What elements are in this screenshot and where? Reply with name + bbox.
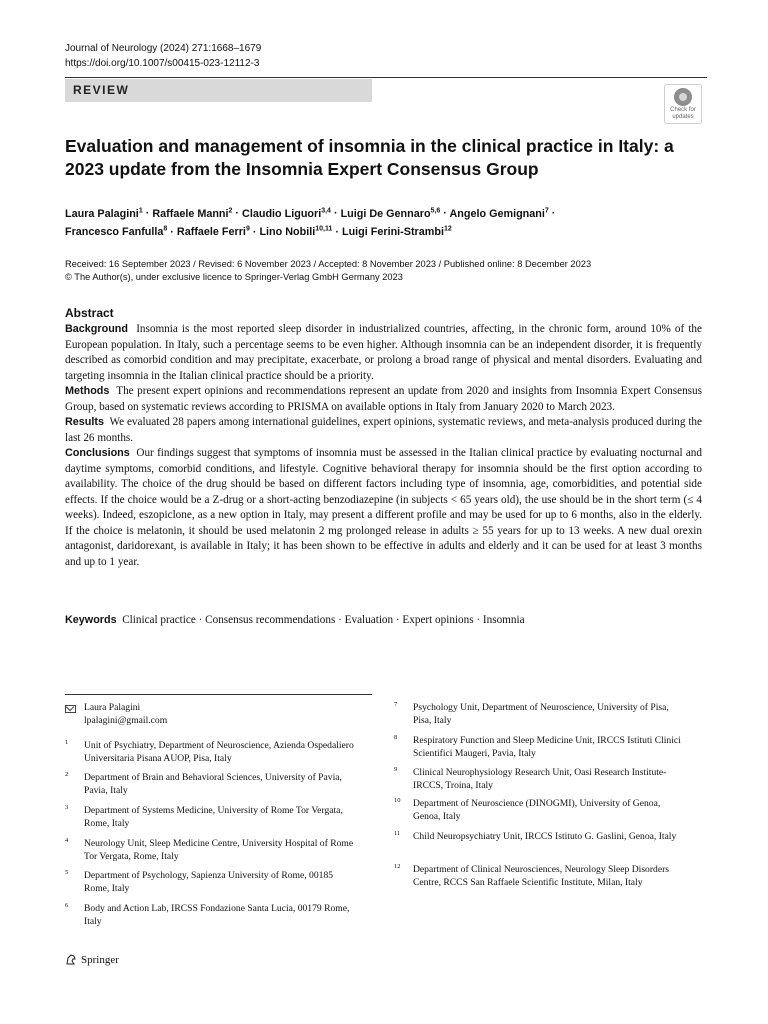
envelope-icon — [65, 705, 76, 713]
abstract-conclusions: Conclusions Our findings suggest that symptoms of insomnia must be assessed in the Italian clinical practice by evaluating nocturnal and daytime symptoms, comorbid conditions, and lifestyle. Cognitive behavioral therapy for insomnia should be the first option according to availability. The choice of the drug should be based on different factors including type of insomnia, age, comorbidities, and potential side effects. If the choice would be a Z-drug or a short-acting benzodiazepine (in subjects < 65 years old), the use should be in the short term (≤ 4 weeks). Indeed, eszopiclone, as a new option in Italy, may present a different profile and may be used for up to 6 months, also in the elderly. If the choice is melatonin, it should be used melatonin 2 mg prolonged release in adults ≥ 55 years for up to 13 weeks. A new dual orexin antagonist, daridorexant, is available in Italy; it has been shown to be effective in adults and elderly and it can be used for at least 3 months and up to 1 year. — [65, 447, 702, 568]
journal-citation: Journal of Neurology (2024) 271:1668–1679 — [65, 43, 262, 54]
publisher-footer — [65, 953, 119, 967]
keywords-text: Clinical practice · Consensus recommendations · Evaluation · Expert opinions · Insomnia — [122, 614, 525, 626]
springer-horse-icon — [65, 953, 77, 965]
journal-header — [65, 41, 261, 71]
copyright-line: © The Author(s), under exclusive licence to Springer-Verlag GmbH Germany 2023 — [65, 272, 403, 282]
affiliation: 1 Unit of Psychiatry, Department of Neuroscience, Azienda Ospedaliero Universitaria Pisana AUOP, Pisa, Italy — [65, 739, 354, 764]
affiliation: 3 Department of Systems Medicine, University of Rome Tor Vergata, Rome, Italy — [65, 804, 343, 829]
correspondence-email[interactable]: lpalagini@gmail.com — [84, 714, 168, 726]
abstract-methods: Methods The present expert opinions and recommendations represent an update from 2020 and insights from Insomnia Expert Consensus Group, based on systematic reviews according to PRISMA on available options in Italy from January 2020 to March 2023. — [65, 385, 702, 413]
affiliation: 5 Department of Psychology, Sapienza University of Rome, 00185 Rome, Italy — [65, 869, 334, 894]
author[interactable]: Raffaele Manni$^2$ — [152, 207, 233, 220]
check-line-2: updates — [672, 114, 694, 120]
check-for-updates-icon — [674, 88, 692, 106]
author[interactable]: Raffaele Ferri$^9$ — [176, 225, 250, 239]
affiliation: 9 Clinical Neurophysiology Research Unit, Oasi Research Institute-IRCCS, Troina, Italy — [394, 766, 667, 791]
affiliation: 4 Neurology Unit, Sleep Medicine Centre, University Hospital of Rome Tor Vergata, Rome, Italy — [65, 837, 354, 862]
abstract-heading: Abstract — [65, 306, 114, 320]
correspondence — [65, 702, 365, 727]
author[interactable]: Francesco Fanfulla$^8$ — [65, 225, 168, 239]
affiliation: 11 Child Neuropsychiatry Unit, IRCCS Istituto G. Gaslini, Genoa, Italy — [394, 830, 677, 842]
correspondence-name: Laura Palagini — [84, 702, 141, 713]
abstract-results: Results We evaluated 28 papers among international guidelines, expert opinions, systematic reviews, and meta-analysis produced during the last 26 months. — [65, 416, 702, 444]
author[interactable]: Luigi De Gennaro$^{5,6}$ — [340, 207, 441, 220]
keywords-label: Keywords — [65, 614, 117, 626]
affiliation: 6 Body and Action Lab, IRCSS Fondazione Santa Lucia, 00179 Rome, Italy — [65, 902, 350, 927]
footnote-rule — [65, 694, 372, 695]
abstract-background: Background Insomnia is the most reported sleep disorder in industrialized countries, affecting, in the chronic form, around 10% of the European population. In Italy, such a percentage seems to be even higher. Although insomnia can be an independent disorder, it is frequently described as comorbid condition and may precipitate, exacerbate, or prolong a broad range of physical and mental disorders. Evaluating and targeting insomnia in the Italian clinical practice should be a priority. — [65, 323, 702, 382]
header-rule — [65, 77, 707, 78]
check-for-updates-button[interactable] — [664, 84, 702, 124]
author[interactable]: Angelo Gemignani$^7$ — [449, 207, 549, 220]
keywords — [65, 614, 525, 626]
publisher-name: Springer — [81, 954, 119, 966]
publication-dates — [65, 258, 591, 284]
section-label: REVIEW — [65, 79, 372, 102]
dates-line: Received: 16 September 2023 / Revised: 6 November 2023 / Accepted: 8 November 2023 / Published online: 8 December 2023 — [65, 259, 592, 269]
article-title: Evaluation and management of insomnia in the clinical practice in Italy: a 2023 update from the Insomnia Expert Consensus Group — [65, 136, 674, 179]
check-line-1: Check for — [670, 107, 696, 113]
author[interactable]: Laura Palagini$^1$ — [65, 207, 143, 220]
affiliation: 7 Psychology Unit, Department of Neuroscience, University of Pisa, Pisa, Italy — [394, 701, 669, 726]
affiliation: 10 Department of Neuroscience (DINOGMI), University of Genoa, Genoa, Italy — [394, 797, 661, 822]
affiliation: 2 Department of Brain and Behavioral Sciences, University of Pavia, Pavia, Italy — [65, 771, 342, 796]
affiliation: 8 Respiratory Function and Sleep Medicine Unit, IRCCS Istituti Clinici Scientifici Maugeri, Pavia, Italy — [394, 734, 681, 759]
author[interactable]: Lino Nobili$^{10,11}$ — [259, 225, 333, 239]
doi-link[interactable]: https://doi.org/10.1007/s00415-023-12112-3 — [65, 58, 260, 69]
author-list: Laura Palagini$^1$ · Raffaele Manni$^2$ · Claudio Liguori$^{3,4}$ · Luigi De Gennaro$^{5,6}$ · Angelo Gemignani$^7$ · Francesco Fanfulla$^8$ · Raffaele Ferri$^9$ · Lino Nobili$^{10,11}$ · Luigi Ferini-Strambi$^{12}$ — [65, 207, 556, 239]
abstract-body — [65, 322, 702, 570]
author[interactable]: Luigi Ferini-Strambi$^{12}$ — [341, 225, 452, 239]
affiliation: 12 Department of Clinical Neurosciences, Neurology Sleep Disorders Centre, RCCS San Raffaele Scientific Institute, Milan, Italy — [394, 863, 670, 888]
author[interactable]: Claudio Liguori$^{3,4}$ — [242, 207, 331, 220]
